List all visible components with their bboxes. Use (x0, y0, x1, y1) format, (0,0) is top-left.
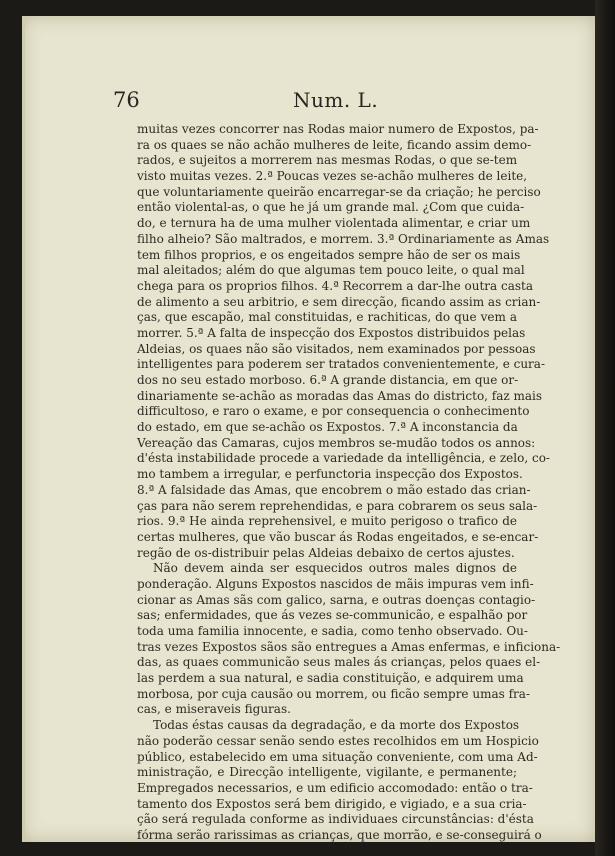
text-line: das, as quaes communicão seus males ás crianças, pelos quaes el- (137, 655, 541, 670)
paragraph (137, 718, 542, 844)
text-line: ças, que escapão, mal constituidas, e rachiticas, do que vem a (137, 310, 517, 325)
text-line: fórma serão rarissimas as crianças, que morrão, e se-conseguirá o (137, 827, 542, 842)
text-line: não poderão cessar senão sendo estes recolhidos em um Hospicio (137, 733, 539, 748)
running-title: Num. L. (293, 88, 379, 112)
text-line: Aldeias, os quaes não são visitados, nem examinados por pessoas (137, 341, 536, 356)
text-line: ra os quaes se não achão mulheres de leite, ficando assim demo- (137, 137, 532, 152)
text-line: morbosa, por cuja causão ou morrem, ou ficão sempre umas fra- (137, 686, 530, 701)
text-line: tamento dos Expostos será bem dirigido, e vigiado, e a sua cria- (137, 796, 527, 811)
text-line: cionar as Amas sãs com galico, sarna, e outras doenças contagio- (137, 592, 536, 607)
text-line: morrer. 5.ª A falta de inspecção dos Expostos distribuidos pelas (137, 325, 526, 340)
text-line: intelligentes para poderem ser tratados convenientemente, e cura- (137, 357, 545, 372)
text-line: público, estabelecido em uma situação conveniente, com uma Ad- (137, 749, 538, 764)
text-line: rios. 9.ª He ainda reprehensivel, e muito perigoso o trafico de (137, 514, 517, 529)
text-line: las perdem a sua natural, e sadia constituição, e adquirem uma (137, 671, 524, 686)
text-line: Todas éstas causas da degradação, e da morte dos Expostos (153, 718, 520, 733)
text-line: Empregados necessarios, e um edificio accomodado: então o tra- (137, 780, 533, 795)
text-line: mo tambem a irregular, e perfunctoria inspecção dos Expostos. (137, 467, 523, 482)
text-line: do estado, em que se-achão os Expostos. 7.ª A inconstancia da (137, 420, 518, 435)
text-line: certas mulheres, que vão buscar ás Rodas engeitados, e se-encar- (137, 529, 539, 544)
text-line: d'ésta instabilidade procede a variedade da intelligência, e zelo, co- (137, 451, 550, 466)
text-line: regão de os-distribuir pelas Aldeias debaixo de certos ajustes. (137, 545, 515, 560)
text-line: filho alheio? São maltrados, e morrem. 3.ª Ordinariamente as Amas (137, 231, 550, 246)
book-spine-edge (595, 0, 615, 856)
text-line: Não devem ainda ser esquecidos outros males dignos de (153, 561, 517, 576)
text-line: 8.ª A falsidade das Amas, que encobrem o mão estado das crian- (137, 482, 531, 497)
text-line: dinariamente se-achão as moradas das Amas do districto, faz mais (137, 388, 543, 403)
text-line: mal aleitados; além do que algumas tem pouco leite, o qual mal (137, 263, 525, 278)
text-line: ponderação. Alguns Expostos nascidos de mãis impuras vem infi- (137, 576, 534, 591)
text-line: tem filhos proprios, e os engeitados sempre hão de ser os mais (137, 247, 521, 262)
text-line: então violental-as, o que he já um grande mal. ¿Com que cuida- (137, 200, 525, 215)
paragraph (137, 561, 561, 718)
text-line: tras vezes Expostos sãos são entregues a Amas enfermas, e inficiona- (137, 639, 561, 654)
text-line: visto muitas vezes. 2.ª Poucas vezes se-achão mulheres de leite, (137, 169, 528, 184)
text-line: que voluntariamente queirão encarregar-se da criação; he perciso (137, 184, 541, 199)
text-line: sas; enfermidades, que ás vezes se-communicão, e espalhão por (137, 608, 528, 623)
text-line: de alimento a seu arbitrio, e sem direcção, ficando assim as crian- (137, 294, 541, 309)
paragraph (137, 122, 550, 561)
text-line: difficultoso, e raro o exame, e por consequencia o conhecimento (137, 404, 530, 419)
text-line: ção será regulada conforme as individuaes circunstâncias: d'ésta (137, 812, 534, 827)
page-header (113, 88, 513, 118)
text-line: muitas vezes concorrer nas Rodas maior numero de Expostos, pa- (137, 122, 539, 136)
text-line: rados, e sujeitos a morrerem nas mesmas Rodas, o que se-tem (137, 153, 518, 168)
body-text (137, 122, 561, 844)
text-line: ças para não serem reprehendidas, e para cobrarem os seus sala- (137, 498, 538, 513)
text-line: chega para os proprios filhos. 4.ª Recorrem a dar-lhe outra casta (137, 278, 533, 293)
text-line: ministração, e Direcção intelligente, vigilante, e permanente; (137, 765, 517, 780)
text-line: do, e ternura ha de uma mulher violentada alimentar, e criar um (137, 216, 531, 231)
text-line: toda uma familia innocente, e sadia, como tenho observado. Ou- (137, 624, 528, 638)
text-line: dos no seu estado morboso. 6.ª A grande distancia, em que or- (137, 373, 519, 387)
text-line: Vereação das Camaras, cujos membros se-mudão todos os annos: (137, 435, 536, 450)
text-line: cas, e miseraveis figuras. (137, 702, 291, 717)
page-number: 76 (113, 88, 140, 112)
